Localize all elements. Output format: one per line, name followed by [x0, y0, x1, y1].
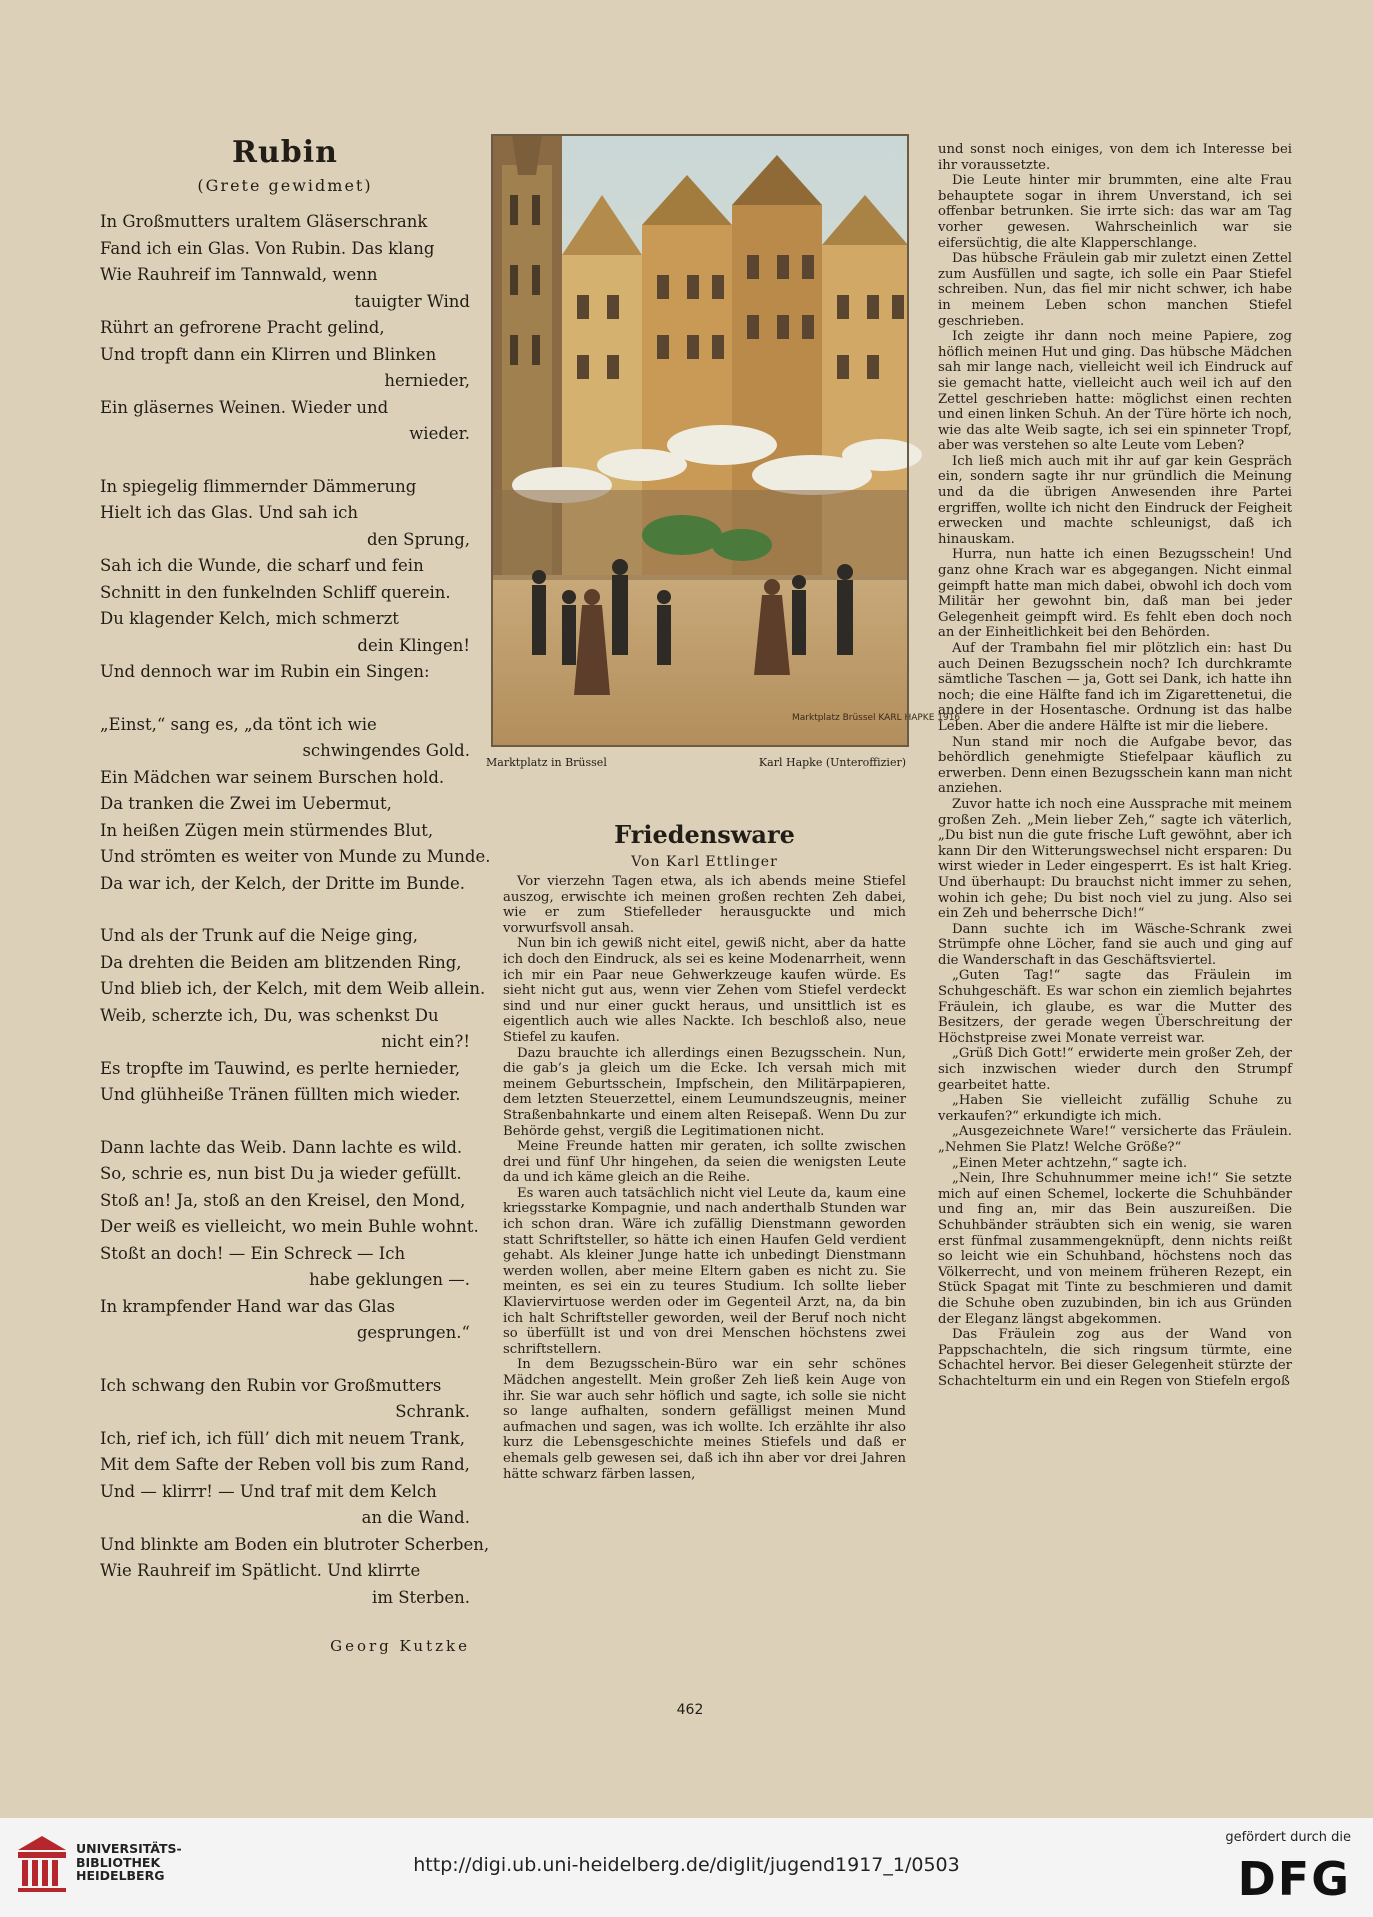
- poem-line: In heißen Zügen mein stürmendes Blut,: [100, 820, 434, 840]
- poem-line: Und als der Trunk auf die Neige ging,: [100, 926, 419, 945]
- story-paragraph: und sonst noch einiges, von dem ich Interesse bei ihr voraussetzte.: [938, 142, 1292, 173]
- story-column-right: [938, 142, 1292, 1390]
- poem-stanza: [100, 1135, 479, 1347]
- poem-line: Wie Rauhreif im Spätlicht. Und klirrte: [100, 1561, 421, 1580]
- poem-line: habe geklungen —.: [309, 1270, 470, 1289]
- poem-line: Mit dem Safte der Reben voll bis zum Rand,: [100, 1455, 470, 1474]
- permalink-url[interactable]: http://digi.ub.uni-heidelberg.de/diglit/jugend1917_1/0503: [413, 1854, 960, 1876]
- story-paragraph: Das Fräulein zog aus der Wand von Pappschachteln, die sich ringsum türmte, eine Schachtel hervor. Bei dieser Gelegenheit stürzte der Schachtelturm ein und ein Regen von Stiefeln ergoß: [938, 1327, 1292, 1389]
- painting-signature: Marktplatz Brüssel KARL HAPKE 1916: [792, 713, 961, 723]
- story-paragraph: Es waren auch tatsächlich nicht viel Leute da, kaum eine kriegsstarke Kompagnie, und nach anderthalb Stunden war ich schon dran. Wäre ich zufällig Dienstmann geworden statt Schriftsteller, so hätte ich einen Haufen Geld verdient gehabt. Als kleiner Junge hatte ich unbedingt Dienstmann werden wollen, aber meine Eltern gaben es nicht zu. Sie meinten, es sei ein zu teures Studium. Ich sollte lieber Klaviervirtuose werden oder im Gegenteil Arzt, na, da bin ich halt Schriftsteller geworden, weil der Beruf noch nicht so überfüllt ist und von drei Menschen höchstens zwei schriftstellern.: [503, 1185, 906, 1357]
- story-paragraph: Zuvor hatte ich noch eine Aussprache mit meinem großen Zeh. „Mein lieber Zeh,“ sagte ich väterlich, „Du bist nun die gute frische Luft gewöhnt, aber ich kann Dir den Witterungswechsel nicht ersparen: Du wirst wieder in Leder eingesperrt. Es ist halt Krieg. Und überhaupt: Du brauchst nicht immer zu sehen, wohin ich gehe; Du bist noch viel zu jung. Also sei ein Zeh und beherrsche Dich!“: [938, 796, 1292, 922]
- dfg-logo[interactable]: DFG: [1237, 1852, 1351, 1906]
- poem-line: Da war ich, der Kelch, der Dritte im Bunde.: [100, 873, 466, 893]
- story-paragraph: „Guten Tag!“ sagte das Fräulein im Schuhgeschäft. Es war schon ein ziemlich bejahrtes Fräulein, ich glaube, es war die Mutter des Besitzers, der gerade wegen Überschreitung der Höchstpreise zwei Monate verreist war.: [938, 968, 1292, 1046]
- story-paragraph: Ich zeigte ihr dann noch meine Papiere, zog höflich meinen Hut und ging. Das hübsche Mädchen sah mir lange nach, vielleicht weil ich Eindruck auf sie gemacht hatte, vielleicht auch weil ich auf den Zettel geschrieben hatte: möglichst einen rechten und einen linken Schuh. An der Türe hörte ich noch, wie das alte Weib sagte, ich sei ein spinneter Tropf, aber was verstehen so alte Leute vom Leben?: [938, 329, 1292, 454]
- poem-line: Da drehten die Beiden am blitzenden Ring,: [100, 952, 462, 972]
- story-paragraph: In dem Bezugsschein-Büro war ein sehr schönes Mädchen angestellt. Mein großer Zeh ließ kein Auge von ihr. Sie war auch sehr höflich und sagte, ich solle sie nicht so lange aufhalten, sondern gefälligst meinen Mund aufmachen und sagen, was ich wollte. Ich erzählte ihr also kurz die Lebensgeschichte meines Stiefels und daß er ehemals gelb gewesen sei, daß ich ihn aber vor drei Jahren hätte schwarz färben lassen,: [503, 1357, 906, 1482]
- poem-stanza: [100, 209, 470, 448]
- story-paragraph: „Einen Meter achtzehn,“ sagte ich.: [952, 1155, 1188, 1171]
- poem-line: Und blinkte am Boden ein blutroter Scherben,: [100, 1534, 490, 1554]
- poem-line: im Sterben.: [372, 1587, 470, 1607]
- poem-line: Rührt an gefrorene Pracht gelind,: [100, 318, 385, 337]
- poem-line: Schnitt in den funkelnden Schliff querein.: [100, 582, 451, 602]
- story-paragraph: „Ausgezeichnete Ware!“ versicherte das Fräulein. „Nehmen Sie Platz! Welche Größe?“: [938, 1124, 1292, 1155]
- story-paragraph: Nun stand mir noch die Aufgabe bevor, das behördlich genehmigte Stiefelpaar käuflich zu erwerben. Denn einen Bezugsschein kann man nicht anziehen.: [938, 734, 1292, 797]
- story-paragraph: Die Leute hinter mir brummten, eine alte Frau behauptete sogar in ihrem Unverstand, ich sei offenbar betrunken. Sie irrte sich: das war am Tag vorher gewesen. Wahrscheinlich war sie eifersüchtig, die alte Klapperschlange.: [938, 173, 1292, 251]
- market-square-painting: [492, 135, 961, 746]
- poem-title: Rubin: [232, 135, 338, 170]
- poem-line: gesprungen.“: [356, 1323, 470, 1342]
- poem-line: Sah ich die Wunde, die scharf und fein: [100, 556, 424, 575]
- poem-stanzas: [100, 209, 491, 1611]
- poem-line: Ein gläsernes Weinen. Wieder und: [100, 397, 389, 417]
- poem-stanza: [100, 712, 491, 898]
- story-paragraph: Dazu brauchte ich allerdings einen Bezugsschein. Nun, die gab’s ja gleich um die Ecke. Ich versah mich mit meinem Geburtsschein, Impfschein, den Militärpapieren, dem letzten Steuerzettel, einem Leumundszeugnis, meiner Straßenbahnkarte und einem alten Reisepaß. Wenn Du zur Behörde gehst, vergiß die Legitimationen nicht.: [503, 1045, 906, 1139]
- poem-stanza: [100, 1373, 490, 1612]
- poem-line: In spiegelig flimmernder Dämmerung: [100, 476, 417, 496]
- library-name-line2: BIBLIOTHEK: [76, 1854, 161, 1870]
- caption-title: Marktplatz in Brüssel: [486, 756, 607, 769]
- story-paragraph: Hurra, nun hatte ich einen Bezugsschein! Und ganz ohne Krach war es abgegangen. Nicht einmal geimpft hatte man mich dabei, obwohl ich doch vom Militär her gewohnt bin, daß man bei jeder Gelegenheit geimpft wird. Es fehlt eben doch noch an der Einheitlichkeit bei den Behörden.: [938, 547, 1292, 641]
- story-paragraph: „Haben Sie vielleicht zufällig Schuhe zu verkaufen?“ erkundigte ich mich.: [938, 1093, 1292, 1124]
- story-paragraph: „Nein, Ihre Schuhnummer meine ich!“ Sie setzte mich auf einen Schemel, lockerte die Schuhbänder und fing an, mir das Bein auszureißen. Die Schuhbänder sträubten sich ein wenig, sie waren erst fünfmal zusammengeknüpft, denn nichts reißt so leicht wie ein Schuhband, höchstens noch das Völkerrecht, und von meinem früheren Rezept, ein Stück Spagat mit Tinte zu beschmieren und damit die Schuhe oben zuzubinden, bin ich aus Gründen der Eleganz längst abgekommen.: [938, 1171, 1292, 1327]
- library-name-line1: UNIVERSITÄTS-: [76, 1841, 182, 1856]
- story-author: Von Karl Ettlinger: [631, 854, 778, 870]
- story-paragraph: Das hübsche Fräulein gab mir zuletzt einen Zettel zum Ausfüllen und sagte, ich solle ein Paar Stiefel schreiben. Nun, das fiel mir nicht schwer, ich habe in meinem Leben schon manchen Stiefel geschrieben.: [938, 251, 1292, 329]
- poem-rubin: [100, 135, 491, 1655]
- poem-line: Hielt ich das Glas. Und sah ich: [100, 503, 358, 522]
- poem-line: Und dennoch war im Rubin ein Singen:: [100, 662, 430, 681]
- poem-line: wieder.: [409, 424, 470, 443]
- poem-line: Schrank.: [395, 1402, 470, 1421]
- poem-line: Und glühheiße Tränen füllten mich wieder.: [100, 1085, 461, 1104]
- poem-line: In krampfender Hand war das Glas: [100, 1296, 395, 1316]
- library-name-line3: HEIDELBERG: [76, 1868, 165, 1883]
- poem-line: „Einst,“ sang es, „da tönt ich wie: [100, 714, 377, 734]
- poem-line: Wie Rauhreif im Tannwald, wenn: [100, 265, 378, 284]
- poem-line: Ein Mädchen war seinem Burschen hold.: [100, 767, 445, 787]
- caption-artist: Karl Hapke (Unteroffizier): [758, 756, 906, 769]
- poem-line: den Sprung,: [366, 529, 470, 549]
- sponsor-text: gefördert durch die: [1225, 1830, 1351, 1845]
- story-paragraph: Ich ließ mich auch mit ihr auf gar kein Gespräch ein, sondern sagte ihr nur gründlich die Meinung und da die übrigen Anwesenden ihre Partei ergriffen, wollte ich nicht den Eindruck der Feigheit erwecken und machte schleunigst, daß ich hinauskam.: [938, 453, 1292, 547]
- poem-line: Ich, rief ich, ich füll’ dich mit neuem Trank,: [100, 1428, 465, 1448]
- poem-line: hernieder,: [384, 371, 470, 390]
- poem-line: Und blieb ich, der Kelch, mit dem Weib allein.: [100, 979, 486, 998]
- poem-line: Da tranken die Zwei im Uebermut,: [100, 794, 392, 813]
- poem-author: Georg Kutzke: [330, 1637, 470, 1655]
- poem-line: Und — klirrr! — Und traf mit dem Kelch: [100, 1481, 437, 1501]
- poem-line: Fand ich ein Glas. Von Rubin. Das klang: [100, 238, 435, 258]
- story-paragraph: „Grüß Dich Gott!“ erwiderte mein großer Zeh, der sich inzwischen wieder durch den Strumpf gearbeitet hatte.: [938, 1046, 1292, 1093]
- poem-line: nicht ein?!: [381, 1032, 470, 1051]
- story-paragraph: Vor vierzehn Tagen etwa, als ich abends meine Stiefel auszog, erwischte ich meinen großen rechten Zeh dabei, wie er zum Stiefelleder herausguckte und mich vorwurfsvoll ansah.: [503, 874, 906, 936]
- poem-line: So, schrie es, nun bist Du ja wieder gefüllt.: [100, 1164, 462, 1183]
- story-paragraph: Auf der Trambahn fiel mir plötzlich ein: hast Du auch Deinen Bezugsschein noch? Ich durchkramte sämtliche Taschen — ja, Gott sei Dank, ich hatte ihn noch; die eine Hälfte fand ich im Zigarettenetui, die andere in der Hosentasche. Ordnung ist das halbe Leben. Aber die andere Hälfte ist mir die liebere.: [938, 641, 1292, 734]
- poem-line: Stoßt an doch! — Ein Schreck — Ich: [100, 1243, 406, 1263]
- page-number: 462: [676, 1702, 704, 1718]
- poem-line: Und tropft dann ein Klirren und Blinken: [100, 344, 437, 364]
- poem-line: Es tropfte im Tauwind, es perlte hernieder,: [100, 1058, 461, 1078]
- poem-line: Der weiß es vielleicht, wo mein Buhle wohnt.: [100, 1217, 479, 1236]
- poem-line: Dann lachte das Weib. Dann lachte es wild.: [100, 1137, 463, 1157]
- poem-line: an die Wand.: [361, 1508, 470, 1527]
- story-paragraph: Meine Freunde hatten mir geraten, ich sollte zwischen drei und fünf Uhr hingehen, da seien die wenigsten Leute da und ich käme gleich an die Reihe.: [503, 1139, 906, 1186]
- story-column-middle: [503, 874, 906, 1482]
- story-title: Friedensware: [614, 820, 795, 849]
- poem-stanza: [100, 474, 470, 686]
- story-paragraph: Nun bin ich gewiß nicht eitel, gewiß nicht, aber da hatte ich doch den Eindruck, als sei es keine Modenarrheit, wenn ich mir ein Paar neue Gehwerkzeuge kaufen würde. Es sieht nicht gut aus, wenn vier Zehen vom Stiefel verdeckt sind und nur einer guckt heraus, und unsittlich ist es eigentlich auch wie alles Nackte. Ich beschloß also, neue Stiefel zu kaufen.: [503, 936, 906, 1045]
- story-paragraph: Dann suchte ich im Wäsche-Schrank zwei Strümpfe ohne Löcher, fand sie auch und ging auf die Wanderschaft in das Geschäftsviertel.: [938, 921, 1292, 968]
- illustration-marktplatz: [492, 135, 961, 746]
- poem-line: tauigter Wind: [354, 291, 470, 311]
- poem-line: In Großmutters uraltem Gläserschrank: [100, 212, 428, 231]
- poem-line: Weib, scherzte ich, Du, was schenkst Du: [100, 1005, 439, 1025]
- poem-dedication: (Grete gewidmet): [197, 176, 373, 195]
- poem-line: Du klagender Kelch, mich schmerzt: [100, 609, 399, 628]
- poem-line: Stoß an! Ja, stoß an den Kreisel, den Mond,: [100, 1190, 466, 1210]
- poem-line: Ich schwang den Rubin vor Großmutters: [100, 1375, 442, 1395]
- poem-line: dein Klingen!: [357, 635, 470, 655]
- library-footer: [0, 1818, 1373, 1917]
- poem-stanza: [100, 923, 486, 1109]
- poem-line: Und strömten es weiter von Munde zu Munde.: [100, 847, 491, 866]
- poem-line: schwingendes Gold.: [302, 741, 470, 760]
- illustration-caption: [486, 756, 906, 769]
